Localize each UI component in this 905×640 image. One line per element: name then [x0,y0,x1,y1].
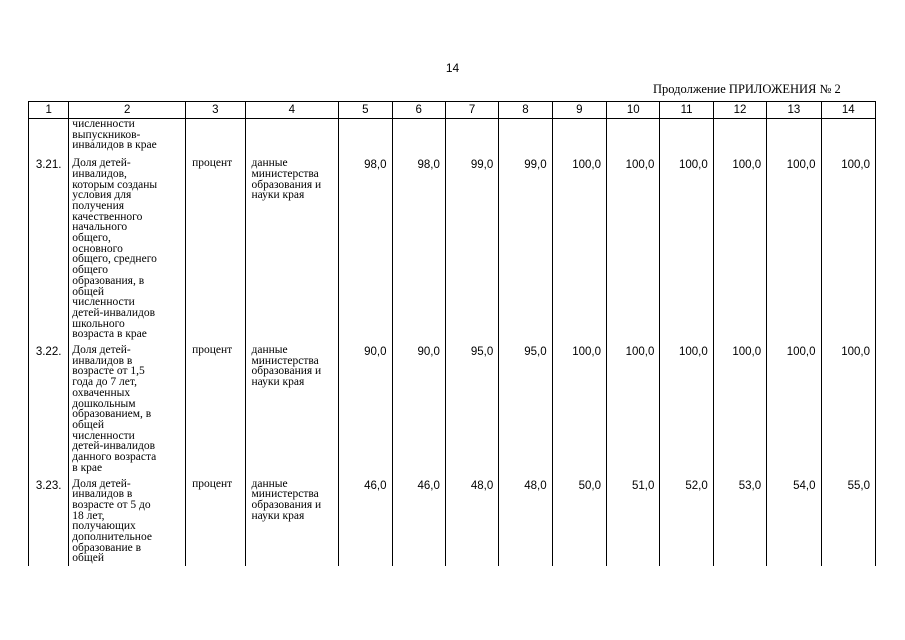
unit: процент [186,342,245,475]
value-cell: 46,0 [339,476,392,567]
indicator-name: Доля детей- инвалидов в возрасте от 1,5 года до 7 лет, охваченных дошкольным образованием, в общей численности детей-инвалидов данного возраста в крае [69,342,186,475]
column-header: 3 [186,102,245,119]
value-cell: 100,0 [713,155,766,342]
row-index: 3.23. [29,476,69,567]
continuation-row [29,119,876,156]
value-cell: 100,0 [821,342,875,475]
column-header: 5 [339,102,392,119]
column-header: 10 [607,102,660,119]
table-row [29,476,876,567]
value-cell: 100,0 [607,342,660,475]
value-cell: 100,0 [552,155,606,342]
column-header: 8 [499,102,552,119]
value-cell: 100,0 [660,155,713,342]
row-index: 3.21. [29,155,69,342]
value-cell: 54,0 [767,476,821,567]
column-header: 9 [552,102,606,119]
table-row [29,342,876,475]
value-cell: 100,0 [767,155,821,342]
value-cell: 100,0 [552,342,606,475]
column-header: 11 [660,102,713,119]
column-header: 12 [713,102,766,119]
indicator-name: Доля детей- инвалидов, которым созданы условия для получения качественного начального общего, основного общего, среднего общего образования, в общей численности детей-инвалидов школьного возраста в крае [69,155,186,342]
value-cell: 95,0 [445,342,498,475]
value-cell: 52,0 [660,476,713,567]
column-number-header-row [29,102,876,119]
value-cell: 99,0 [499,155,552,342]
value-cell: 50,0 [552,476,606,567]
data-source: данные министерства образования и науки края [245,476,339,567]
appendix-continuation-label: Продолжение ПРИЛОЖЕНИЯ № 2 [653,82,841,96]
value-cell: 46,0 [392,476,445,567]
value-cell: 100,0 [767,342,821,475]
indicators-table [28,101,876,566]
column-header: 2 [69,102,186,119]
value-cell: 100,0 [821,155,875,342]
value-cell: 98,0 [339,155,392,342]
data-source: данные министерства образования и науки края [245,342,339,475]
indicator-name: численности выпускников- инвалидов в крае [69,119,186,156]
column-header: 1 [29,102,69,119]
column-header: 6 [392,102,445,119]
value-cell: 48,0 [499,476,552,567]
page-number: 14 [445,61,460,75]
data-source: данные министерства образования и науки края [245,155,339,342]
value-cell: 95,0 [499,342,552,475]
column-header: 14 [821,102,875,119]
value-cell: 100,0 [660,342,713,475]
value-cell: 98,0 [392,155,445,342]
value-cell: 100,0 [607,155,660,342]
unit: процент [186,476,245,567]
table-row [29,155,876,342]
value-cell: 53,0 [713,476,766,567]
row-index: 3.22. [29,342,69,475]
indicator-name: Доля детей- инвалидов в возрасте от 5 до 18 лет, получающих дополнительное образование в общей [69,476,186,567]
column-header: 4 [245,102,339,119]
column-header: 13 [767,102,821,119]
column-header: 7 [445,102,498,119]
value-cell: 99,0 [445,155,498,342]
value-cell: 90,0 [392,342,445,475]
value-cell: 55,0 [821,476,875,567]
value-cell: 48,0 [445,476,498,567]
unit: процент [186,155,245,342]
value-cell: 51,0 [607,476,660,567]
value-cell: 100,0 [713,342,766,475]
value-cell: 90,0 [339,342,392,475]
